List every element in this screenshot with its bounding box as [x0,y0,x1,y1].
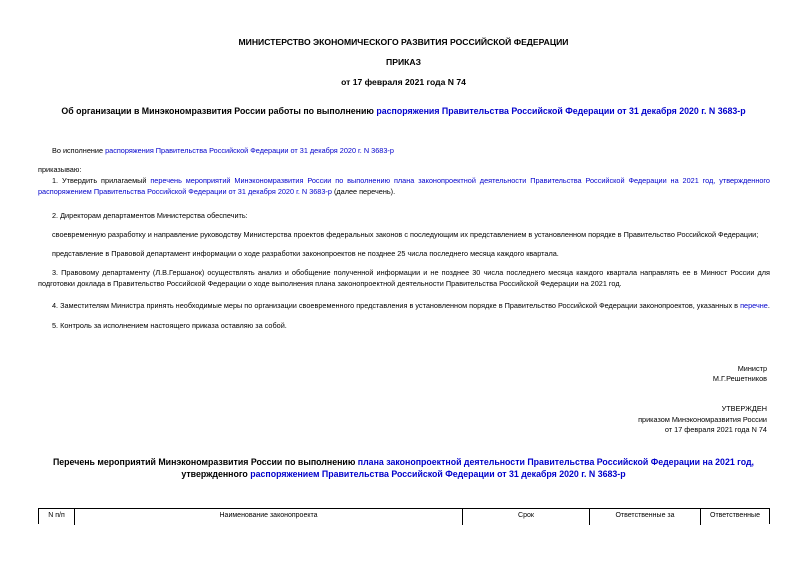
approval-line-3: от 17 февраля 2021 года N 74 [664,425,767,434]
table-header-responsible-for: Ответственные за [590,509,701,525]
list-title-link-decree[interactable]: распоряжением Правительства Российской Федерации от 31 декабря 2020 г. N 3683-р [250,469,626,479]
signature-position: Министр [737,364,767,373]
table-header-name: Наименование законопроекта [75,509,463,525]
paragraph-2: 2. Директорам департаментов Министерства обеспечить: [52,211,248,220]
paragraph-3: 3. Правовому департаменту (Л.В.Гершанок) осуществлять анализ и обобщение полученной информации и не позднее 30 числа последнего месяца каждого квартала направлять ее в Минюст России для подготовки доклада в Правительство Российской Федерации о ходе выполнения плана законопроектной деятельности Правительства Российской Федерации на 2021 год. [38,268,770,288]
p1-link-list[interactable]: перечень мероприятий Минэкономразвития России по выполнению плана законопроектной деятельности Правительства Российской Федерации на 2021 год, утвержденного [150,176,770,185]
ministry-heading: МИНИСТЕРСТВО ЭКОНОМИЧЕСКОГО РАЗВИТИЯ РОССИЙСКОЙ ФЕДЕРАЦИИ [238,37,569,47]
p4-suffix: . [767,301,770,310]
intro-text: Во исполнение [52,146,106,155]
table-header-deadline: Срок [463,509,590,525]
signature-name: М.Г.Решетников [712,374,767,383]
list-title [0,456,807,480]
page-title [0,106,807,116]
date-number: от 17 февраля 2021 года N 74 [341,77,466,87]
doc-type-heading: ПРИКАЗ [386,57,421,67]
p1-link-decree[interactable]: распоряжением Правительства Российской Федерации от 31 декабря 2020 г. N 3683-р [38,187,332,196]
table-header-responsible: Ответственные [710,512,760,519]
list-title-middle: утвержденного [181,469,251,479]
table-header-number: N п/п [39,509,75,525]
title-text: Об организации в Минэкономразвития России работы по выполнению [61,106,377,116]
p1-text: 1. Утвердить прилагаемый [52,176,151,185]
paragraph-2b: представление в Правовой департамент информации о ходе разработки законопроектов не позднее 25 числа последнего месяца каждого квартала. [52,249,559,258]
list-title-text: Перечень мероприятий Минэкономразвития России по выполнению [52,457,358,467]
paragraph-1 [38,175,770,197]
order-word: приказываю: [38,165,82,174]
intro-link[interactable]: распоряжения Правительства Российской Федерации от 31 декабря 2020 г. N 3683-р [105,146,394,155]
p4-text: 4. Заместителям Министра принять необходимые меры по организации своевременного представления в установленном порядке в Правительство Российской Федерации законопроектов, указанных в [52,301,741,310]
approval-line-2: приказом Минэкономразвития России [638,415,767,424]
paragraph-5: 5. Контроль за исполнением настоящего приказа оставляю за собой. [52,321,287,330]
approval-line-1: УТВЕРЖДЕН [721,404,767,413]
list-title-link-plan[interactable]: плана законопроектной деятельности Правительства Российской Федерации на 2021 год, [357,457,755,467]
p4-link[interactable]: перечне [740,301,768,310]
paragraph-4 [38,300,770,311]
intro-paragraph [52,145,784,156]
paragraph-2a: своевременную разработку и направление руководству Министерства проектов федеральных законов с последующим их представлением в установленном порядке в Правительство Российской Федерации; [52,230,759,239]
title-link[interactable]: распоряжения Правительства Российской Федерации от 31 декабря 2020 г. N 3683-р [376,106,746,116]
measures-table [38,508,770,524]
p1-suffix: (далее перечень). [331,187,396,196]
